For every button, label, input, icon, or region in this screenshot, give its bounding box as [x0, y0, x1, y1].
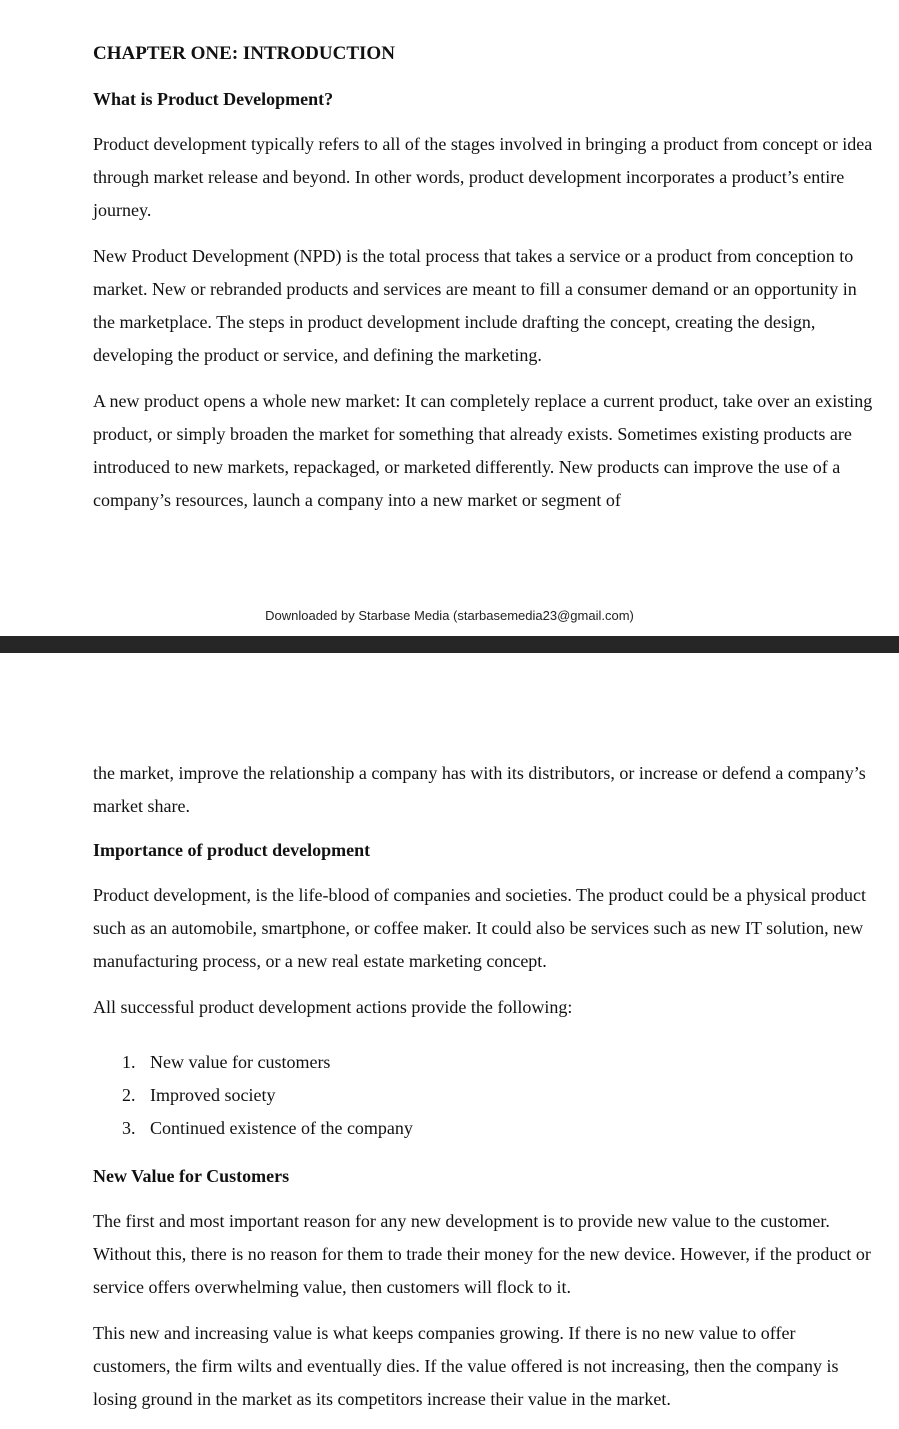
paragraph: This new and increasing value is what keeps companies growing. If there is no new value to offer customers, the firm wilts and eventually dies. If the value offered is not increasing, then the company is losing ground in the market as its competitors increase their value in the market. — [93, 1323, 839, 1409]
section-heading-product-development: What is Product Development? — [93, 89, 334, 109]
section-heading-importance: Importance of product development — [93, 840, 371, 860]
paragraph: Product development, is the life-blood of companies and societies. The product could be a physical product such as an automobile, smartphone, or coffee maker. It could also be services such as new IT solution, new manufacturing process, or a new real estate marketing concept. — [93, 885, 866, 971]
section-heading-new-value: New Value for Customers — [93, 1166, 290, 1186]
list-item-number: 3. — [122, 1118, 136, 1138]
list-item-text: New value for customers — [150, 1052, 331, 1072]
list-item — [93, 1112, 873, 1145]
paragraph: All successful product development actions provide the following: — [93, 997, 573, 1017]
list-item — [93, 1046, 873, 1079]
chapter-title: CHAPTER ONE: INTRODUCTION — [93, 43, 395, 64]
paragraph: New Product Development (NPD) is the total process that takes a service or a product from conception to market. New or rebranded products and services are meant to fill a consumer demand or an opportunity in the marketplace. The steps in product development include drafting the concept, creating the design, developing the product or service, and defining the marketing. — [93, 246, 857, 365]
paragraph: The first and most important reason for any new development is to provide new value to the customer. Without this, there is no reason for them to trade their money for the new device. However, if the product or service offers overwhelming value, then customers will flock to it. — [93, 1211, 871, 1297]
document-page-1 — [0, 0, 899, 636]
benefits-list-wrapper — [93, 1037, 873, 1145]
paragraph-continuation: the market, improve the relationship a company has with its distributors, or increase or defend a company’s market share. — [93, 763, 866, 816]
page-1-content — [93, 40, 873, 530]
page-2-content — [93, 757, 873, 1429]
document-page-2 — [0, 653, 899, 1428]
list-item-text: Continued existence of the company — [150, 1118, 413, 1138]
paragraph: A new product opens a whole new market: It can completely replace a current product, take over an existing product, or simply broaden the market for something that already exists. Sometimes existing products are introduced to new markets, repackaged, or marketed differently. New products can improve the use of a company’s resources, launch a company into a new market or segment of — [93, 391, 873, 510]
list-item-number: 1. — [122, 1052, 136, 1072]
list-item-number: 2. — [122, 1085, 136, 1105]
paragraph: Product development typically refers to all of the stages involved in bringing a product from concept or idea through market release and beyond. In other words, product development incorporates a product’s entire journey. — [93, 134, 873, 220]
list-item — [93, 1079, 873, 1112]
list-item-text: Improved society — [150, 1085, 276, 1105]
benefits-list — [93, 1046, 873, 1145]
page-divider — [0, 636, 899, 653]
download-footer-note: Downloaded by Starbase Media (starbasemedia23@gmail.com) — [265, 608, 634, 623]
